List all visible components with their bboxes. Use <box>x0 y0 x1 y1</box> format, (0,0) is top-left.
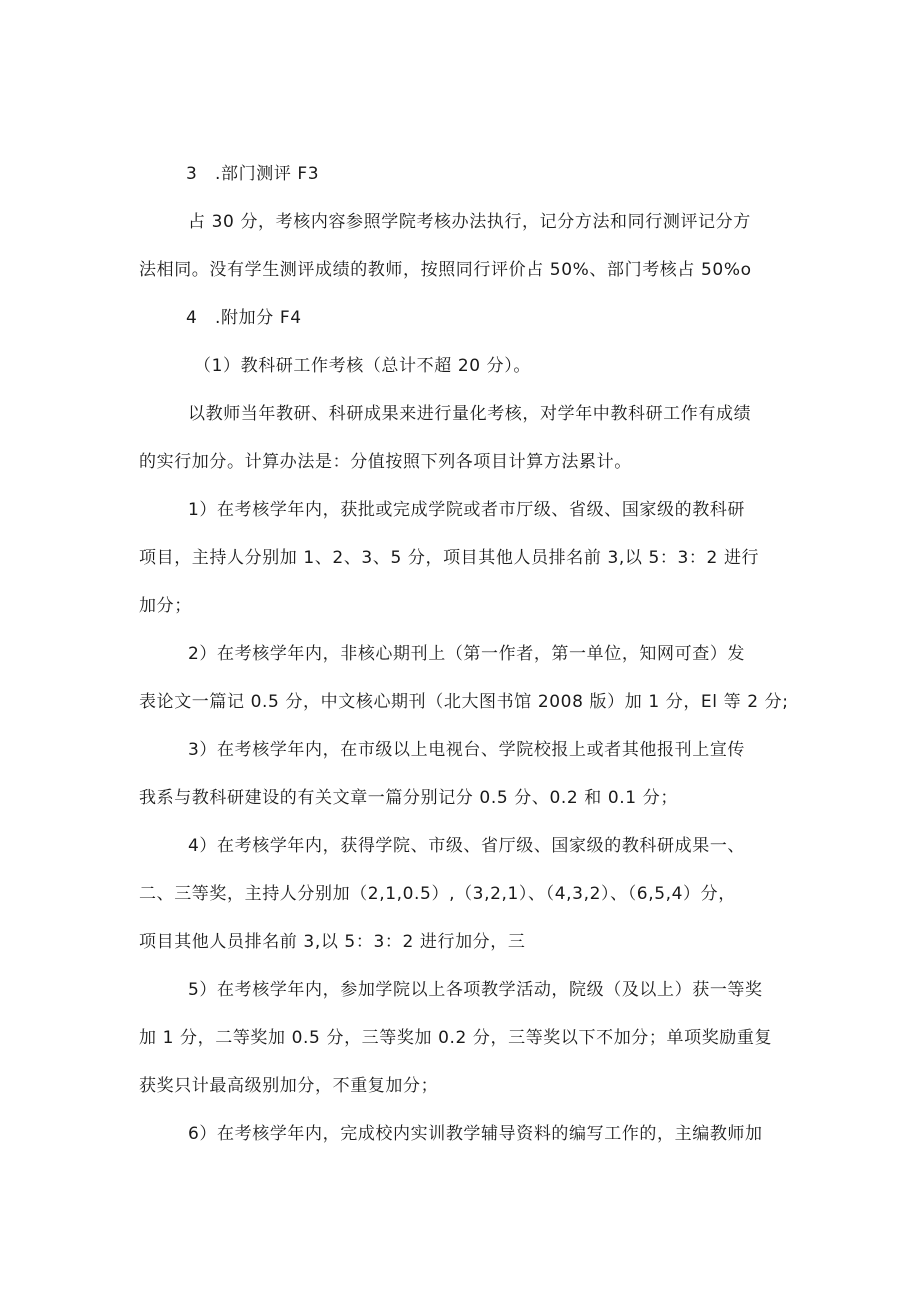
item-1-line-1: 1）在考核学年内，获批或完成学院或者市厅级、省级、国家级的教科研 <box>188 500 746 520</box>
item-5-line-2: 加 1 分，二等奖加 0.5 分，三等奖加 0.2 分，三等奖以下不加分；单项奖励重复 <box>139 1028 773 1048</box>
item-4-line-1: 4）在考核学年内，获得学院、市级、省厅级、国家级的教科研成果一、 <box>188 836 746 856</box>
item-5-line-1: 5）在考核学年内，参加学院以上各项教学活动，院级（及以上）获一等奖 <box>188 980 763 1000</box>
item-6-line-1: 6）在考核学年内，完成校内实训教学辅导资料的编写工作的，主编教师加 <box>188 1124 763 1144</box>
section-3-heading: 3 .部门测评 F3 <box>186 164 320 184</box>
intro-paragraph-line-1: 以教师当年教研、科研成果来进行量化考核，对学年中教科研工作有成绩 <box>188 404 752 424</box>
section-3-paragraph-line-1: 占 30 分，考核内容参照学院考核办法执行，记分方法和同行测评记分方 <box>188 212 751 232</box>
subsection-1-heading: （1）教科研工作考核（总计不超 20 分）。 <box>194 356 531 376</box>
item-2-line-1: 2）在考核学年内，非核心期刊上（第一作者，第一单位，知网可查）发 <box>188 644 746 664</box>
item-1-line-2: 项目，主持人分别加 1、2、3、5 分，项目其他人员排名前 3,以 5：3：2 进行 <box>139 548 760 568</box>
section-3-paragraph-line-2: 法相同。没有学生测评成绩的教师，按照同行评价占 50%、部门考核占 50%o <box>139 260 752 280</box>
item-4-line-2: 二、三等奖，主持人分别加（2,1,0.5）,（3,2,1）、（4,3,2）、（6,5,4）分， <box>139 884 736 904</box>
section-4-heading: 4 .附加分 F4 <box>186 308 302 328</box>
item-3-line-2: 我系与教科研建设的有关文章一篇分别记分 0.5 分、0.2 和 0.1 分； <box>139 788 678 808</box>
item-1-line-3: 加分； <box>139 596 192 616</box>
intro-paragraph-line-2: 的实行加分。计算办法是：分值按照下列各项目计算方法累计。 <box>139 452 632 472</box>
item-2-line-2: 表论文一篇记 0.5 分，中文核心期刊（北大图书馆 2008 版）加 1 分，El 等 2 分; <box>139 692 789 712</box>
item-5-line-3: 获奖只计最高级别加分，不重复加分； <box>139 1076 439 1096</box>
item-4-line-3: 项目其他人员排名前 3,以 5：3：2 进行加分，三 <box>139 932 526 952</box>
item-3-line-1: 3）在考核学年内，在市级以上电视台、学院校报上或者其他报刊上宣传 <box>188 740 746 760</box>
